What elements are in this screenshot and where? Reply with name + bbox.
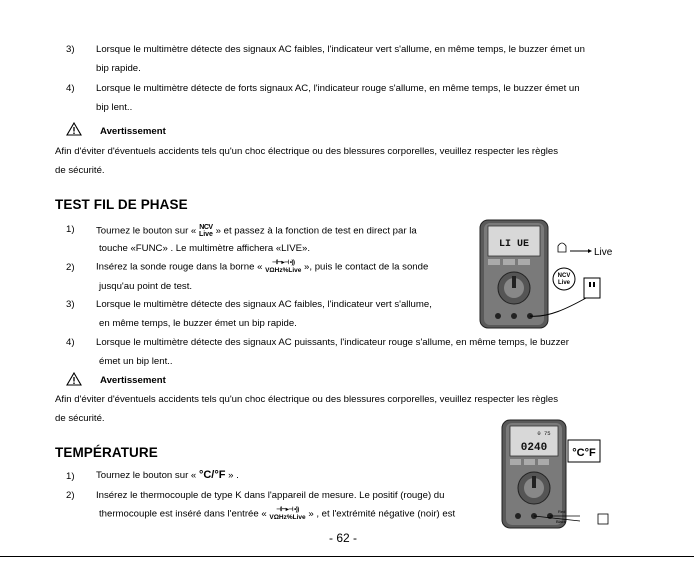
paragraph-line: bip rapide.: [96, 63, 141, 74]
paragraph-line: Lorsque le multimètre détecte des signaux AC faibles, l'indicateur vert s'allume,: [96, 299, 432, 310]
paragraph-line: Insérez le thermocouple de type K dans l'appareil de mesure. Le positif (rouge) du: [96, 490, 445, 501]
paragraph-line: touche «FUNC» . Le multimètre affichera «LIVE».: [99, 243, 310, 254]
temperature-symbol: °C/°F: [198, 469, 226, 481]
text-segment: » .: [228, 470, 239, 481]
section-heading: TEMPÉRATURE: [55, 445, 158, 460]
warning-icon: [66, 122, 82, 136]
text-segment: Tournez le bouton sur «: [96, 225, 197, 237]
page-divider: [0, 556, 694, 557]
list-number: 3): [66, 299, 75, 310]
display-text: 0240: [520, 442, 548, 454]
unit-label: °C°F: [572, 447, 596, 459]
section-heading: TEST FIL DE PHASE: [55, 197, 188, 212]
list-number: 4): [66, 83, 75, 94]
paragraph-line: [96, 469, 239, 482]
paragraph-line: émet un bip lent..: [99, 356, 173, 367]
list-number: 1): [66, 471, 75, 482]
knob-label: Live: [557, 280, 571, 286]
warning-title: Avertissement: [100, 126, 166, 137]
text-segment: Tournez le bouton sur «: [96, 470, 197, 481]
paragraph-line: de sécurité.: [55, 413, 105, 424]
paragraph-line: en même temps, le buzzer émet un bip rapide.: [99, 318, 297, 329]
display-small-text: 0 75: [537, 430, 551, 437]
list-number: 1): [66, 224, 75, 235]
paragraph-line: Afin d'éviter d'éventuels accidents tels qu'un choc électrique ou des blessures corporelles, veuillez respecter les règles: [55, 146, 559, 157]
list-number: 3): [66, 44, 75, 55]
knob-label: NCV: [557, 273, 571, 279]
paragraph-line: [96, 224, 417, 238]
live-label: Live: [594, 247, 613, 258]
multimeter-temperature-illustration: [500, 418, 612, 530]
warning-title: Avertissement: [100, 375, 166, 386]
paragraph-line: bip lent..: [96, 102, 133, 113]
terminal-symbol: ⊣⊢▸⊣ •)) VΩHz%Live: [265, 260, 302, 274]
text-segment: », puis le contact de la sonde: [304, 261, 429, 273]
paragraph-line: jusqu'au point de test.: [99, 281, 193, 292]
list-number: 4): [66, 337, 75, 348]
list-number: 2): [66, 262, 75, 273]
paragraph-line: Lorsque le multimètre détecte des signaux AC puissants, l'indicateur rouge s'allume, en même temps, le buzzer: [96, 337, 569, 348]
black-label: Black: [556, 519, 566, 524]
display-text: LI UE: [498, 239, 530, 250]
warning-icon: [66, 372, 82, 386]
paragraph-line: de sécurité.: [55, 165, 105, 176]
paragraph-line: Lorsque le multimètre détecte de forts signaux AC, l'indicateur rouge s'allume, en même temps, le buzzer émet un: [96, 83, 580, 94]
multimeter-live-illustration: [478, 218, 618, 330]
list-number: 2): [66, 490, 75, 501]
terminal-symbol: ⊣⊢▸⊣ •)) VΩHz%Live: [269, 507, 306, 521]
paragraph-line: Afin d'éviter d'éventuels accidents tels qu'un choc électrique ou des blessures corporelles, veuillez respecter les règles: [55, 394, 559, 405]
paragraph-line: Lorsque le multimètre détecte des signaux AC faibles, l'indicateur vert s'allume, en même temps, le buzzer émet un: [96, 44, 585, 55]
ncv-live-symbol: NCV Live: [198, 224, 213, 238]
text-segment: » , et l'extrémité négative (noir) est: [308, 508, 456, 520]
text-segment: Insérez la sonde rouge dans la borne «: [96, 261, 263, 273]
page-number: - 62 -: [329, 531, 358, 545]
text-segment: » et passez à la fonction de test en direct par la: [215, 225, 417, 237]
paragraph-line: [96, 260, 428, 274]
red-label: Red: [558, 509, 566, 514]
text-segment: thermocouple est inséré dans l'entrée «: [99, 508, 267, 520]
paragraph-line: [99, 507, 455, 521]
